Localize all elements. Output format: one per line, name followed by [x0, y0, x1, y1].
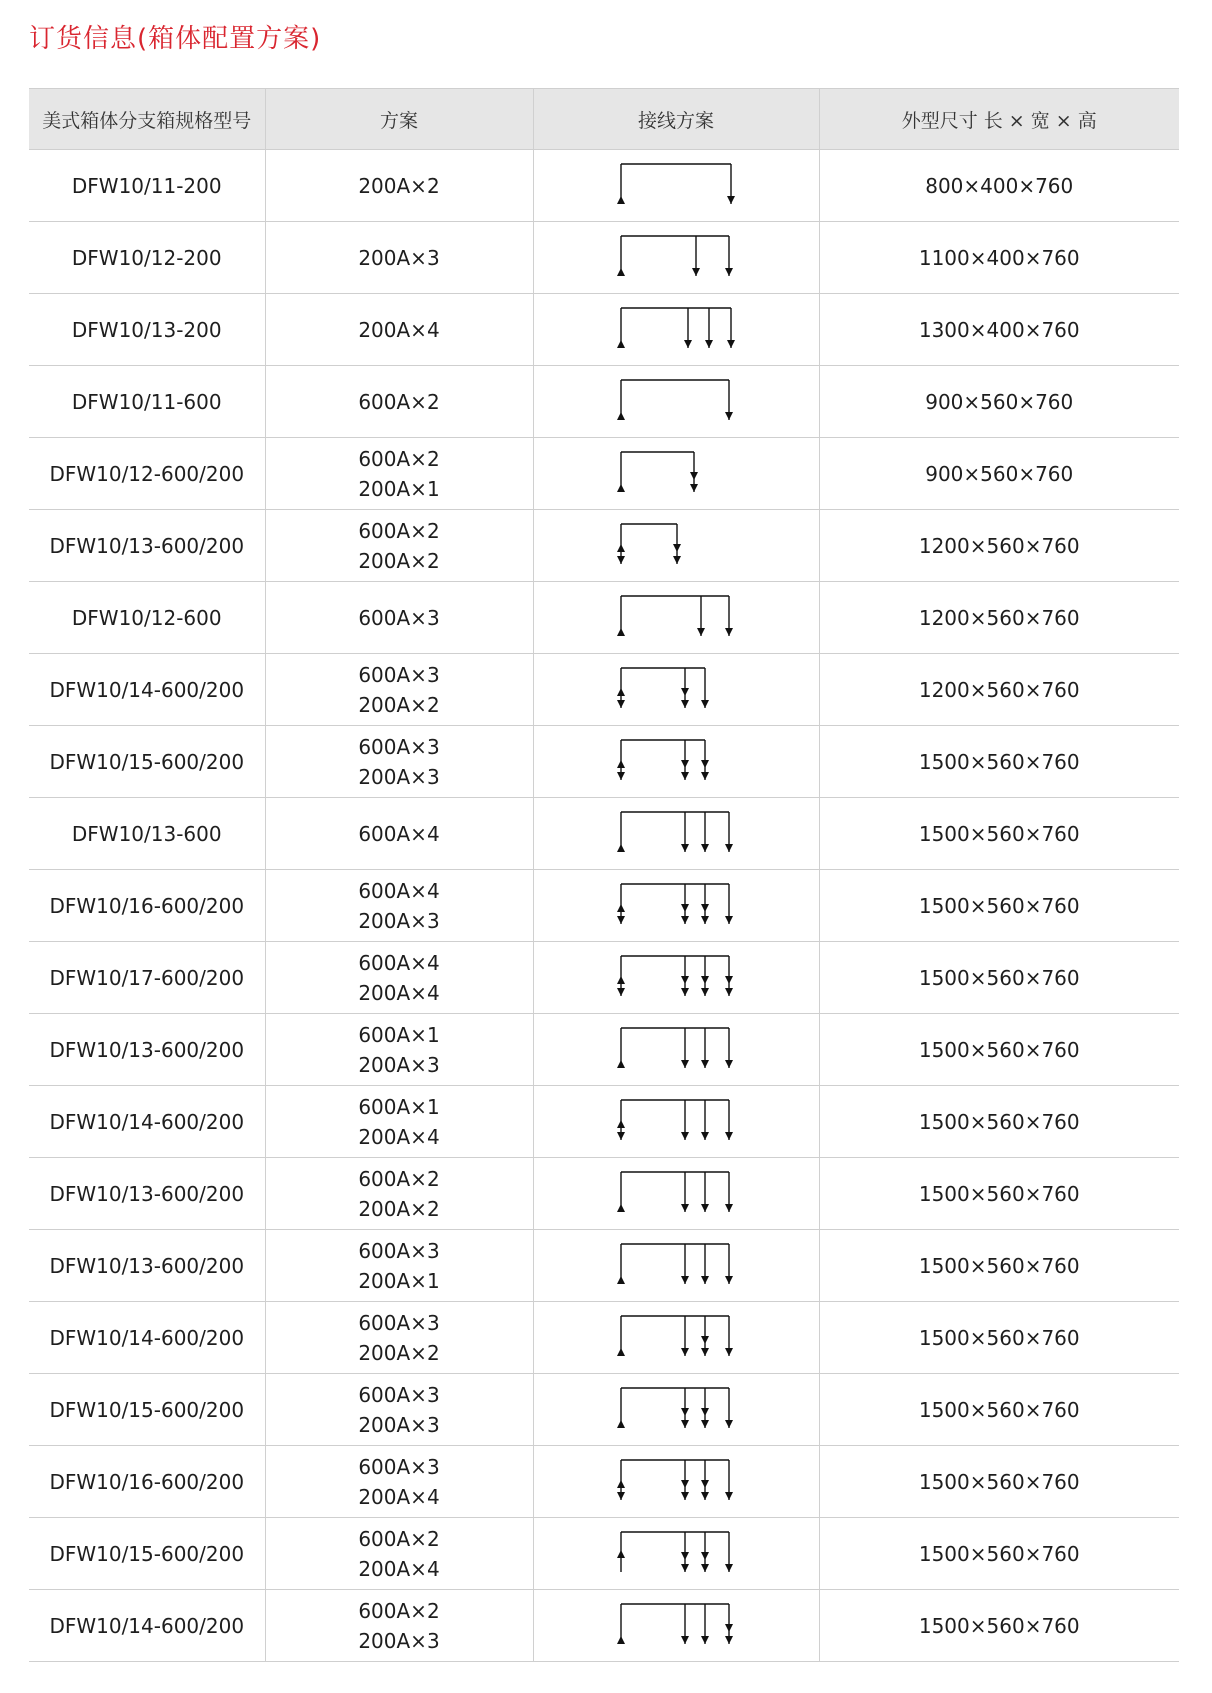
- scheme-line: 600A×3: [358, 605, 440, 630]
- size-cell: 1500×560×760: [819, 1302, 1179, 1374]
- wiring-branch-double-down: [701, 1460, 709, 1500]
- model-cell: DFW10/14-600/200: [29, 1590, 265, 1662]
- scheme-line: 600A×2: [358, 389, 440, 414]
- scheme-cell: [265, 1590, 533, 1662]
- wiring-branch-down: [727, 164, 735, 204]
- model-cell: DFW10/15-600/200: [29, 1518, 265, 1590]
- wiring-branch-double-down: [681, 884, 689, 924]
- table-row: [29, 1302, 1179, 1374]
- table-row: [29, 1086, 1179, 1158]
- wiring-branch-down: [705, 308, 713, 348]
- wiring-branch-updown: [617, 1100, 625, 1140]
- scheme-cell: [265, 1014, 533, 1086]
- wiring-branch-down: [725, 1028, 733, 1068]
- table-row: [29, 366, 1179, 438]
- scheme-line: 200A×3: [358, 764, 440, 789]
- scheme-cell: [265, 366, 533, 438]
- wiring-diagram: [611, 734, 741, 790]
- scheme-cell: [265, 294, 533, 366]
- wiring-branch-double-down: [681, 1532, 689, 1572]
- wiring-diagram: [611, 1310, 741, 1366]
- table-row: [29, 1014, 1179, 1086]
- wiring-branch-up-open: [617, 1532, 625, 1572]
- wiring-cell: [533, 582, 819, 654]
- wiring-branch-up: [617, 1316, 625, 1356]
- size-cell: 1500×560×760: [819, 870, 1179, 942]
- wiring-branch-double-down: [701, 1316, 709, 1356]
- scheme-line: 200A×3: [358, 1412, 440, 1437]
- table-row: [29, 870, 1179, 942]
- table-row: [29, 438, 1179, 510]
- size-cell: 1500×560×760: [819, 1014, 1179, 1086]
- wiring-branch-down: [725, 1388, 733, 1428]
- wiring-branch-up: [617, 236, 625, 276]
- wiring-branch-up: [617, 308, 625, 348]
- scheme-cell: [265, 582, 533, 654]
- wiring-diagram: [611, 302, 741, 358]
- wiring-branch-double-down: [725, 1604, 733, 1644]
- wiring-branch-down: [725, 1172, 733, 1212]
- wiring-cell: [533, 798, 819, 870]
- scheme-line: 200A×4: [358, 1484, 440, 1509]
- size-cell: 1500×560×760: [819, 1086, 1179, 1158]
- wiring-diagram: [611, 590, 741, 646]
- table-body: [29, 150, 1179, 1662]
- scheme-line: 600A×3: [358, 1382, 440, 1407]
- wiring-branch-down: [727, 308, 735, 348]
- scheme-line: 200A×4: [358, 1124, 440, 1149]
- model-cell: DFW10/13-200: [29, 294, 265, 366]
- size-cell: 1500×560×760: [819, 1230, 1179, 1302]
- wiring-branch-double-down: [701, 1388, 709, 1428]
- wiring-branch-down: [725, 1100, 733, 1140]
- wiring-diagram: [611, 1166, 741, 1222]
- wiring-diagram: [611, 1454, 741, 1510]
- wiring-cell: [533, 222, 819, 294]
- wiring-branch-down: [701, 812, 709, 852]
- scheme-cell: [265, 1230, 533, 1302]
- wiring-branch-down: [725, 380, 733, 420]
- wiring-cell: [533, 510, 819, 582]
- model-cell: DFW10/15-600/200: [29, 1374, 265, 1446]
- size-cell: 800×400×760: [819, 150, 1179, 222]
- wiring-branch-down: [725, 1460, 733, 1500]
- table-row: [29, 654, 1179, 726]
- wiring-branch-down: [681, 812, 689, 852]
- wiring-branch-up: [617, 1244, 625, 1284]
- scheme-line: 600A×2: [358, 446, 440, 471]
- wiring-branch-updown: [617, 956, 625, 996]
- scheme-line: 200A×2: [358, 173, 440, 198]
- wiring-branch-down: [681, 1604, 689, 1644]
- header-model: 美式箱体分支箱规格型号: [29, 89, 265, 150]
- model-cell: DFW10/11-200: [29, 150, 265, 222]
- wiring-cell: [533, 150, 819, 222]
- wiring-branch-down: [681, 1172, 689, 1212]
- wiring-cell: [533, 1518, 819, 1590]
- size-cell: 1500×560×760: [819, 1158, 1179, 1230]
- wiring-branch-double-down: [681, 668, 689, 708]
- wiring-diagram: [611, 158, 741, 214]
- size-cell: 900×560×760: [819, 438, 1179, 510]
- model-cell: DFW10/13-600/200: [29, 510, 265, 582]
- table-row: [29, 726, 1179, 798]
- table-row: [29, 1230, 1179, 1302]
- scheme-line: 200A×1: [358, 476, 440, 501]
- wiring-branch-down: [681, 1316, 689, 1356]
- scheme-line: 600A×3: [358, 734, 440, 759]
- table-row: [29, 942, 1179, 1014]
- wiring-cell: [533, 1302, 819, 1374]
- scheme-line: 600A×1: [358, 1022, 440, 1047]
- scheme-cell: [265, 1518, 533, 1590]
- model-cell: DFW10/13-600/200: [29, 1014, 265, 1086]
- size-cell: 1200×560×760: [819, 654, 1179, 726]
- wiring-cell: [533, 726, 819, 798]
- scheme-cell: [265, 438, 533, 510]
- wiring-branch-down: [701, 1244, 709, 1284]
- wiring-cell: [533, 1158, 819, 1230]
- wiring-diagram: [611, 374, 741, 430]
- size-cell: 900×560×760: [819, 366, 1179, 438]
- model-cell: DFW10/16-600/200: [29, 1446, 265, 1518]
- wiring-branch-double-down: [701, 1532, 709, 1572]
- wiring-branch-down: [701, 668, 709, 708]
- spec-table: [29, 88, 1179, 1662]
- scheme-cell: [265, 1302, 533, 1374]
- model-cell: DFW10/14-600/200: [29, 1086, 265, 1158]
- wiring-branch-down: [725, 884, 733, 924]
- wiring-branch-up: [617, 1604, 625, 1644]
- wiring-branch-up: [617, 1172, 625, 1212]
- header-scheme: 方案: [265, 89, 533, 150]
- scheme-line: 600A×2: [358, 518, 440, 543]
- wiring-branch-up: [617, 164, 625, 204]
- wiring-branch-double-down: [725, 956, 733, 996]
- scheme-cell: [265, 510, 533, 582]
- wiring-diagram: [611, 1022, 741, 1078]
- scheme-cell: [265, 870, 533, 942]
- scheme-cell: [265, 1086, 533, 1158]
- wiring-branch-down: [681, 1100, 689, 1140]
- wiring-branch-double-down: [701, 740, 709, 780]
- wiring-diagram: [611, 878, 741, 934]
- wiring-diagram: [611, 518, 741, 574]
- wiring-cell: [533, 294, 819, 366]
- wiring-cell: [533, 1590, 819, 1662]
- wiring-diagram: [611, 230, 741, 286]
- table-row: [29, 1590, 1179, 1662]
- wiring-cell: [533, 1014, 819, 1086]
- wiring-cell: [533, 438, 819, 510]
- wiring-cell: [533, 1374, 819, 1446]
- size-cell: 1500×560×760: [819, 1446, 1179, 1518]
- wiring-branch-updown: [617, 740, 625, 780]
- table-row: [29, 1446, 1179, 1518]
- wiring-cell: [533, 1446, 819, 1518]
- model-cell: DFW10/17-600/200: [29, 942, 265, 1014]
- size-cell: 1500×560×760: [819, 726, 1179, 798]
- scheme-line: 200A×4: [358, 317, 440, 342]
- scheme-cell: [265, 1446, 533, 1518]
- wiring-branch-updown: [617, 1460, 625, 1500]
- scheme-line: 200A×3: [358, 1052, 440, 1077]
- size-cell: 1500×560×760: [819, 1374, 1179, 1446]
- size-cell: 1500×560×760: [819, 1590, 1179, 1662]
- wiring-branch-down: [701, 1172, 709, 1212]
- wiring-branch-down: [725, 1316, 733, 1356]
- wiring-diagram: [611, 446, 741, 502]
- wiring-branch-down: [701, 1028, 709, 1068]
- table-header-row: [29, 89, 1179, 150]
- wiring-cell: [533, 942, 819, 1014]
- header-wiring: 接线方案: [533, 89, 819, 150]
- wiring-branch-updown: [617, 884, 625, 924]
- wiring-branch-up: [617, 812, 625, 852]
- wiring-branch-down: [725, 812, 733, 852]
- model-cell: DFW10/13-600/200: [29, 1230, 265, 1302]
- wiring-branch-down: [725, 596, 733, 636]
- size-cell: 1500×560×760: [819, 942, 1179, 1014]
- size-cell: 1500×560×760: [819, 1518, 1179, 1590]
- header-size: 外型尺寸 长 × 宽 × 高: [819, 89, 1179, 150]
- table-row: [29, 582, 1179, 654]
- scheme-line: 200A×3: [358, 908, 440, 933]
- wiring-diagram: [611, 1526, 741, 1582]
- scheme-line: 200A×3: [358, 245, 440, 270]
- scheme-cell: [265, 726, 533, 798]
- scheme-line: 200A×3: [358, 1628, 440, 1653]
- scheme-line: 600A×3: [358, 1310, 440, 1335]
- wiring-branch-double-down: [681, 1388, 689, 1428]
- table-row: [29, 294, 1179, 366]
- table-row: [29, 150, 1179, 222]
- scheme-line: 200A×2: [358, 548, 440, 573]
- wiring-branch-updown: [617, 668, 625, 708]
- scheme-line: 600A×2: [358, 1598, 440, 1623]
- scheme-cell: [265, 798, 533, 870]
- scheme-line: 600A×2: [358, 1166, 440, 1191]
- wiring-branch-down: [701, 1604, 709, 1644]
- size-cell: 1300×400×760: [819, 294, 1179, 366]
- scheme-line: 600A×4: [358, 821, 440, 846]
- wiring-branch-up: [617, 596, 625, 636]
- wiring-diagram: [611, 1382, 741, 1438]
- table-row: [29, 798, 1179, 870]
- wiring-diagram: [611, 662, 741, 718]
- table-row: [29, 1158, 1179, 1230]
- scheme-line: 200A×4: [358, 1556, 440, 1581]
- wiring-cell: [533, 654, 819, 726]
- table-row: [29, 1374, 1179, 1446]
- wiring-branch-down: [684, 308, 692, 348]
- scheme-line: 200A×2: [358, 1340, 440, 1365]
- scheme-cell: [265, 222, 533, 294]
- wiring-branch-updown: [617, 524, 625, 564]
- wiring-branch-up: [617, 1388, 625, 1428]
- scheme-cell: [265, 1374, 533, 1446]
- scheme-line: 200A×2: [358, 692, 440, 717]
- wiring-branch-up: [617, 452, 625, 492]
- wiring-branch-double-down: [681, 956, 689, 996]
- model-cell: DFW10/12-600/200: [29, 438, 265, 510]
- table-row: [29, 510, 1179, 582]
- wiring-cell: [533, 1086, 819, 1158]
- scheme-line: 600A×4: [358, 950, 440, 975]
- model-cell: DFW10/15-600/200: [29, 726, 265, 798]
- wiring-diagram: [611, 1094, 741, 1150]
- model-cell: DFW10/16-600/200: [29, 870, 265, 942]
- wiring-diagram: [611, 1238, 741, 1294]
- wiring-branch-up: [617, 1028, 625, 1068]
- model-cell: DFW10/12-200: [29, 222, 265, 294]
- wiring-branch-down: [725, 1244, 733, 1284]
- wiring-branch-double-down: [673, 524, 681, 564]
- wiring-branch-double-down: [701, 956, 709, 996]
- wiring-branch-double-down: [701, 884, 709, 924]
- wiring-branch-down: [701, 1100, 709, 1140]
- scheme-cell: [265, 942, 533, 1014]
- scheme-line: 600A×1: [358, 1094, 440, 1119]
- wiring-branch-down: [725, 1532, 733, 1572]
- wiring-cell: [533, 366, 819, 438]
- scheme-line: 200A×4: [358, 980, 440, 1005]
- scheme-line: 600A×3: [358, 662, 440, 687]
- model-cell: DFW10/12-600: [29, 582, 265, 654]
- wiring-branch-down: [697, 596, 705, 636]
- size-cell: 1100×400×760: [819, 222, 1179, 294]
- model-cell: DFW10/14-600/200: [29, 654, 265, 726]
- wiring-branch-up: [617, 380, 625, 420]
- scheme-line: 200A×1: [358, 1268, 440, 1293]
- scheme-line: 600A×3: [358, 1238, 440, 1263]
- wiring-branch-double-down: [681, 1460, 689, 1500]
- scheme-cell: [265, 1158, 533, 1230]
- size-cell: 1500×560×760: [819, 798, 1179, 870]
- wiring-branch-down: [725, 236, 733, 276]
- size-cell: 1200×560×760: [819, 510, 1179, 582]
- scheme-cell: [265, 150, 533, 222]
- model-cell: DFW10/14-600/200: [29, 1302, 265, 1374]
- table-row: [29, 222, 1179, 294]
- scheme-line: 600A×2: [358, 1526, 440, 1551]
- table-row: [29, 1518, 1179, 1590]
- wiring-branch-down: [692, 236, 700, 276]
- scheme-line: 200A×2: [358, 1196, 440, 1221]
- wiring-branch-double-down: [681, 740, 689, 780]
- wiring-cell: [533, 1230, 819, 1302]
- scheme-cell: [265, 654, 533, 726]
- wiring-diagram: [611, 806, 741, 862]
- wiring-branch-down: [681, 1244, 689, 1284]
- scheme-line: 600A×4: [358, 878, 440, 903]
- model-cell: DFW10/13-600/200: [29, 1158, 265, 1230]
- wiring-cell: [533, 870, 819, 942]
- wiring-diagram: [611, 950, 741, 1006]
- size-cell: 1200×560×760: [819, 582, 1179, 654]
- scheme-line: 600A×3: [358, 1454, 440, 1479]
- wiring-branch-down: [681, 1028, 689, 1068]
- model-cell: DFW10/13-600: [29, 798, 265, 870]
- page-title: 订货信息(箱体配置方案): [29, 24, 322, 54]
- model-cell: DFW10/11-600: [29, 366, 265, 438]
- wiring-diagram: [611, 1598, 741, 1654]
- wiring-branch-double-down: [690, 452, 698, 492]
